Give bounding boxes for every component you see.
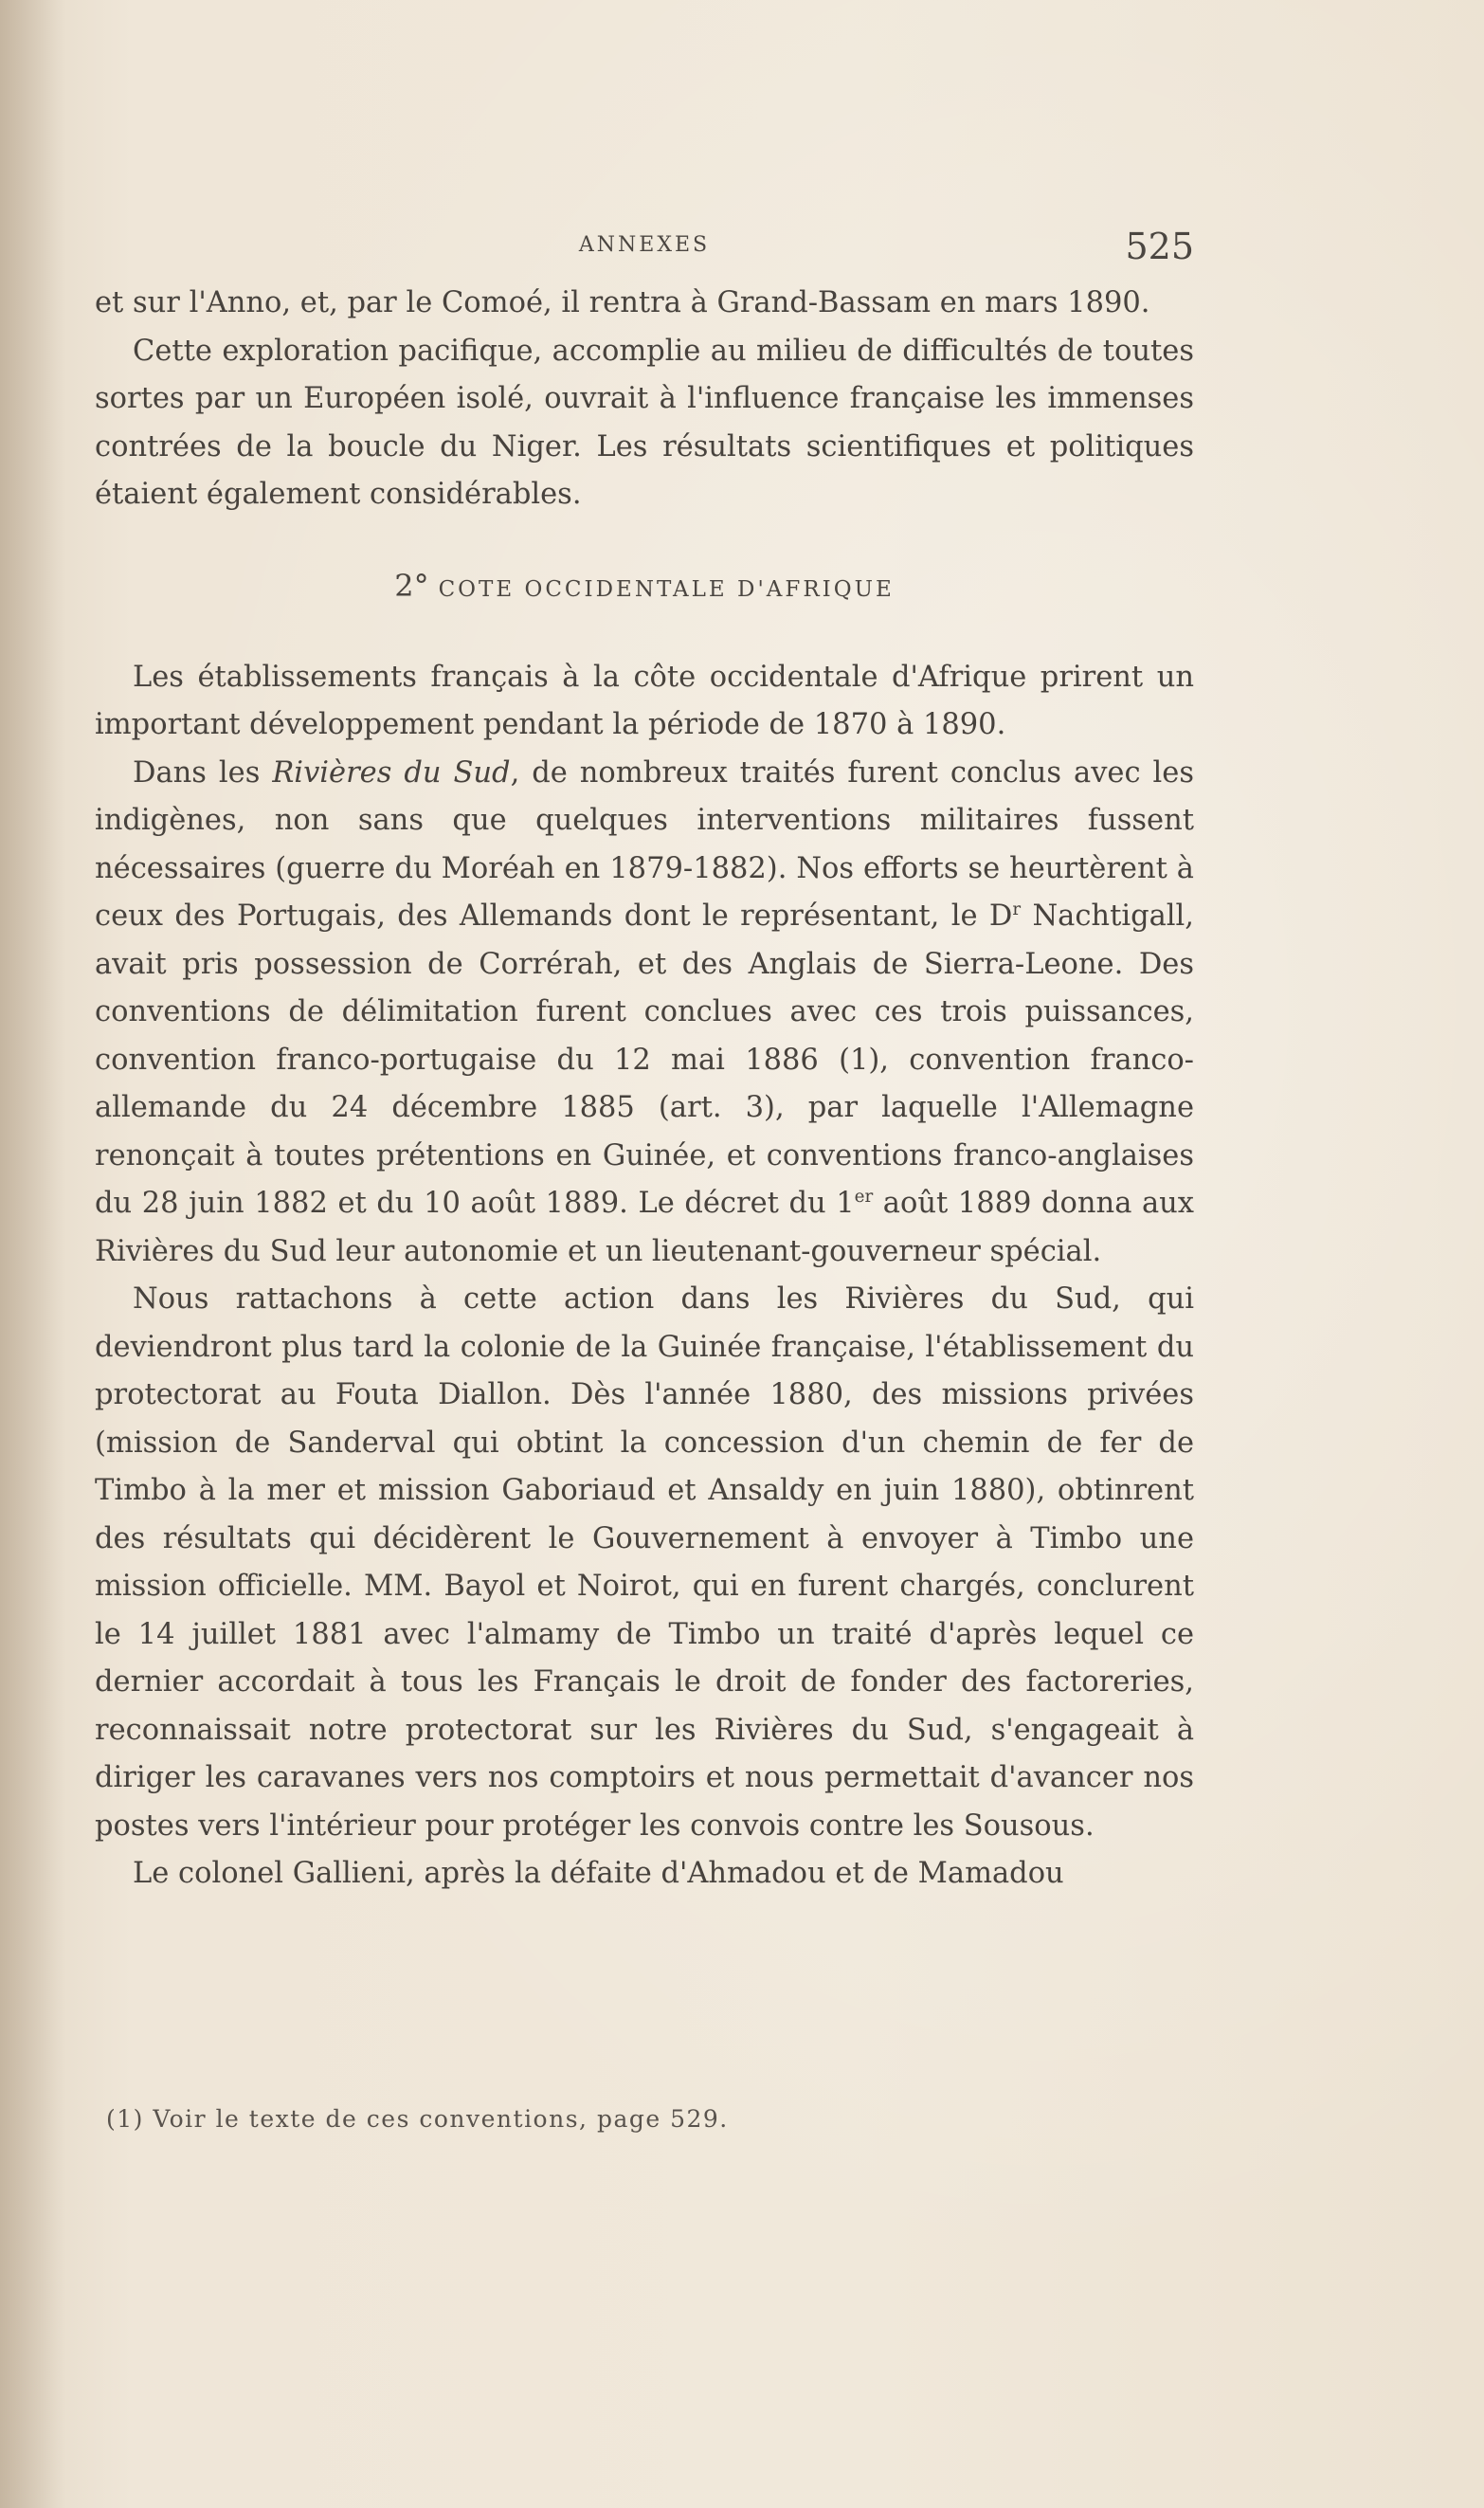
paragraph-rivieres-du-sud [95, 750, 1194, 1277]
main-text [95, 280, 1194, 1899]
superscript: r [1012, 899, 1022, 919]
paragraph-exploration: Cette exploration pacifique, accomplie au milieu de difficultés de toutes sortes par un Européen isolé, ouvrait à l'influence française les immenses contrées de la boucle du Niger. Les résultats scientifiques et politiques étaient également considérables. [95, 334, 1194, 511]
text-run: Nachtigall, avait pris possession de Corrérah, et des Anglais de Sierra-Leone. Des conventions de délimitation furent conclues avec ces trois puissances, convention franco-portugaise du 12 mai 1886 (1), convention franco-allemande du 24 décembre 1885 (art. 3), par laquelle l'Allemagne renonçait à toutes prétentions en Guinée, et conventions franco-anglaises du 28 juin 1882 et du 10 août 1889. Le décret du 1 [95, 900, 1194, 1220]
paragraph-establishments: Les établissements français à la côte occidentale d'Afrique prirent un important développement pendant la période de 1870 à 1890. [95, 660, 1194, 741]
running-head: ANNEXES [578, 233, 711, 257]
footnote: (1) Voir le texte de ces conventions, page 529. [106, 2105, 729, 2133]
binding-shadow [0, 0, 66, 2508]
page-header [95, 226, 1194, 267]
text-run: Dans les [133, 755, 273, 790]
paragraph-gallieni: Le colonel Gallieni, après la défaite d'Ahmadou et de Mamadou [133, 1857, 1064, 1890]
text-run: août 1889 donna aux Rivières du Sud leur autonomie et un lieutenant-gouverneur spécial. [95, 1187, 1194, 1268]
section-heading [95, 567, 1194, 609]
paragraph-fouta-diallon: Nous rattachons à cette action dans les Rivières du Sud, qui deviendront plus tard la colonie de la Guinée française, l'établissement du protectorat au Fouta Diallon. Dès l'année 1880, des missions privées (mission de Sanderval qui obtint la concession d'un chemin de fer de Timbo à la mer et mission Gaboriaud et Ansaldy en juin 1880), obtinrent des résultats qui décidèrent le Gouvernement à envoyer à Timbo une mission officielle. MM. Bayol et Noirot, qui en furent chargés, conclurent le 14 juillet 1881 avec l'almamy de Timbo un traité d'après lequel ce dernier accordait à tous les Français le droit de fonder des factoreries, reconnaissait notre protectorat sur les Rivières du Sud, s'engageait à diriger les caravanes vers nos comptoirs et nous permettait d'avancer nos postes vers l'intérieur pour protéger les convois contre les Sousous. [95, 1282, 1194, 1843]
section-title: COTE OCCIDENTALE D'AFRIQUE [438, 576, 895, 602]
text-run: , de nombreux traités furent conclus avec les indigènes, non sans que quelques interventions militaires fussent nécessaires (guerre du Moréah en 1879-1882). Nos efforts se heurtèrent à ceux des Portugais, des Allemands dont le représentant, le D [95, 755, 1194, 933]
section-number: 2° [394, 567, 429, 604]
paragraph-continuation: et sur l'Anno, et, par le Comoé, il rentra à Grand-Bassam en mars 1890. [95, 286, 1150, 319]
page-number: 525 [1125, 226, 1194, 267]
italic-place-name: Rivières du Sud [272, 755, 511, 790]
superscript: er [854, 1186, 874, 1207]
